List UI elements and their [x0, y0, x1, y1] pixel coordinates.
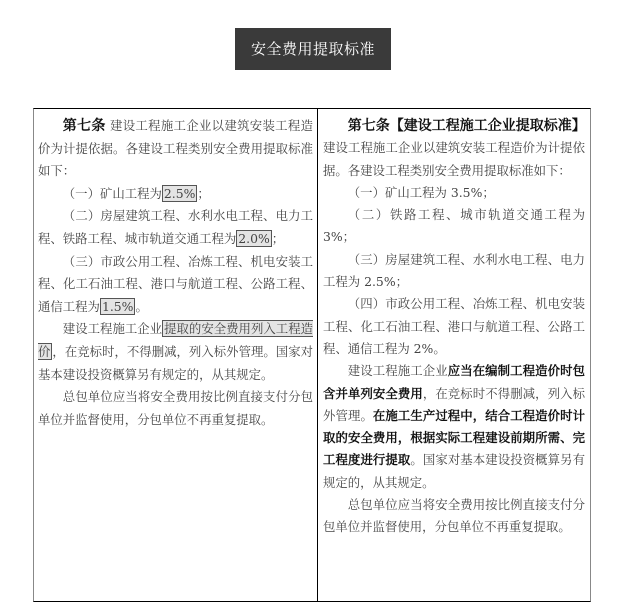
- column-divider: [317, 109, 318, 601]
- left-paragraph-subcontract: 总包单位应当将安全费用按比例直接支付分包单位并监督使用，分包单位不再重复提取。: [38, 389, 313, 427]
- left-item-2-end: ；: [271, 230, 285, 246]
- right-item-2: （二）铁路工程、城市轨道交通工程为 3%；: [323, 207, 585, 245]
- new-version-column: [323, 115, 585, 539]
- right-item-3: （三）房屋建筑工程、水利水电工程、电力工程为 2.5%；: [323, 251, 585, 290]
- right-article-intro-text: 建设工程施工企业以建筑安装工程造价为计提依据。各建设工程类别安全费用提取标准如下：: [323, 140, 585, 178]
- comparison-table: [33, 108, 591, 602]
- right-paragraph-cost: [323, 360, 585, 494]
- left-cost-end: ，在竞标时，不得删减，列入标外管理。国家对基本建设投资概算另有规定的，从其规定。: [38, 343, 314, 382]
- right-item-4: （四）市政公用工程、冶炼工程、机电安装工程、化工石油工程、港口与航道工程、公路工程、通信工程为 2%。: [323, 296, 585, 356]
- left-item-3-text: （三）市政公用工程、冶炼工程、机电安装工程、化工石油工程、港口与航道工程、公路工程、通信工程为: [38, 253, 313, 314]
- right-cost-bold-1: 应当在编制工程造价时包含并单列安全费用: [323, 363, 586, 401]
- left-item-1-text: （一）矿山工程为: [62, 185, 162, 201]
- left-item-3: [38, 251, 313, 319]
- page-title: 安全费用提取标准: [235, 28, 391, 70]
- left-item-2-rate: 2.0%: [238, 230, 270, 246]
- left-item-1-end: ；: [197, 185, 210, 201]
- right-item-1: （一）矿山工程为 3.5%；: [347, 184, 495, 200]
- left-article-intro: [38, 115, 313, 183]
- left-item-1: [38, 183, 313, 206]
- left-article-label: 第七条: [62, 118, 106, 134]
- right-cost-bold-2: 在施工生产过程中，结合工程造价时计取的安全费用，根据实际工程建设前期所需、完工程度进行提取: [323, 407, 585, 468]
- old-version-column: [38, 115, 313, 431]
- left-article-intro-text: 建设工程施工企业以建筑安装工程造价为计提依据。各建设工程类别安全费用提取标准如下：: [38, 118, 313, 179]
- left-item-2-text: （二）房屋建筑工程、水利水电工程、电力工程、铁路工程、城市轨道交通工程为: [38, 208, 313, 246]
- right-article-label: 第七条【建设工程施工企业提取标准】: [347, 118, 586, 134]
- right-cost-start: 建设工程施工企业: [347, 363, 448, 379]
- left-cost-start: 建设工程施工企业: [62, 321, 163, 337]
- left-item-3-end: 。: [135, 298, 148, 314]
- left-cost-highlight: 提取的安全费用列入工程造价: [38, 321, 314, 359]
- right-article-intro: [323, 115, 585, 182]
- left-item-1-rate: 2.5%: [163, 185, 196, 201]
- right-cost-mid: ，在竞标时不得删减，列入标外管理。: [323, 385, 585, 423]
- left-item-2: [38, 205, 313, 250]
- right-cost-end: 。国家对基本建设投资概算另有规定的，从其规定。: [323, 452, 586, 490]
- left-paragraph-cost: [38, 318, 313, 386]
- left-item-3-rate: 1.5%: [101, 298, 134, 314]
- right-paragraph-subcontract: 总包单位应当将安全费用按比例直接支付分包单位并监督使用，分包单位不再重复提取。: [323, 497, 585, 535]
